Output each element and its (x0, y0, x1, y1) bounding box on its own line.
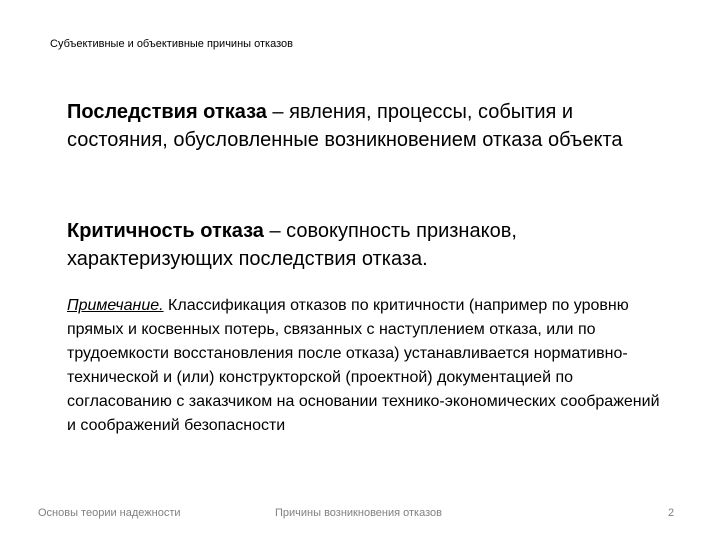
footer-page-number: 2 (668, 507, 675, 519)
definition-text: – явления, процессы, события и состояния, обусловленные возникновением отказа объекта (67, 101, 623, 151)
footer-section-title: Причины возникновения отказов (275, 507, 442, 519)
definition-consequences (67, 98, 667, 154)
note-label: Примечание. (67, 297, 164, 314)
note-paragraph (67, 294, 667, 438)
definition-criticality (67, 217, 667, 273)
note-text: Классификация отказов по критичности (например по уровню прямых и косвенных потерь, связанных с наступлением отказа, или по трудоемкости восстановления после отказа) устанавливается нормативно-технической и (или) конструкторской (проектной) документацией по согласованию с заказчиком на основании технико-экономических соображений и соображений безопасности (67, 297, 660, 434)
definition-term: Критичность отказа (67, 220, 264, 242)
slide-header: Субъективные и объективные причины отказов (50, 38, 293, 50)
definition-text: – совокупность признаков, характеризующих последствия отказа. (67, 220, 517, 270)
footer-course-title: Основы теории надежности (38, 507, 181, 519)
definition-term: Последствия отказа (67, 101, 267, 123)
